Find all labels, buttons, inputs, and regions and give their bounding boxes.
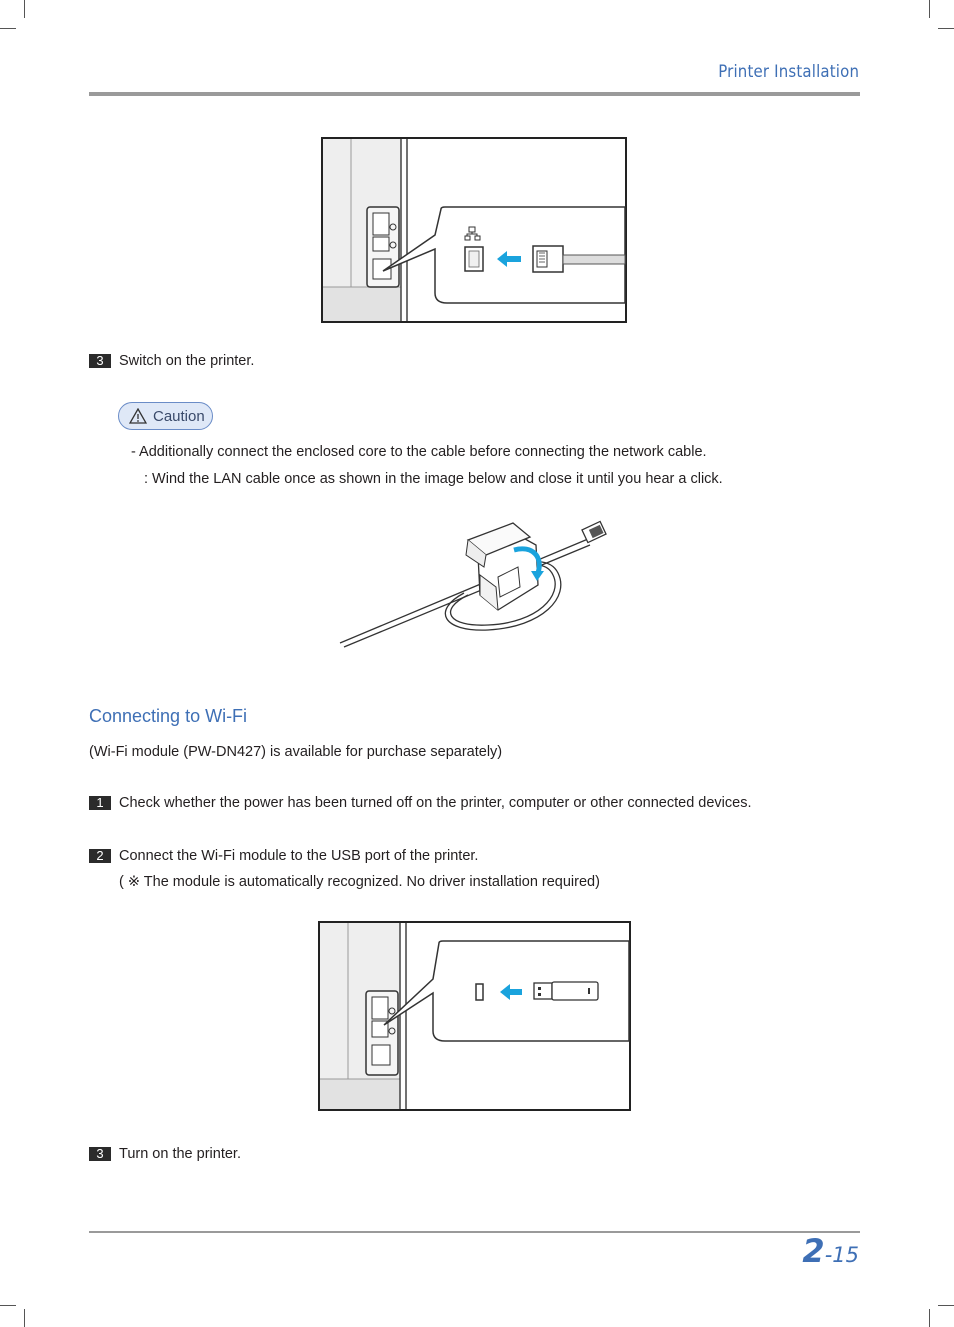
step-2-note: ( ※ The module is automatically recognized. No driver installation required)	[119, 874, 600, 890]
crop-mark	[0, 1305, 16, 1306]
header-rule	[89, 92, 860, 96]
caution-badge	[118, 402, 213, 430]
crop-mark	[929, 1309, 930, 1327]
page-chapter: 2	[802, 1232, 825, 1270]
step-text: Connect the Wi-Fi module to the USB port of the printer.	[119, 848, 479, 864]
step-number-badge: 1	[89, 796, 111, 810]
crop-mark	[0, 28, 16, 29]
crop-mark	[938, 1305, 954, 1306]
usb-port-illustration	[318, 921, 631, 1112]
step-turn-on	[89, 1146, 241, 1162]
crop-mark	[929, 0, 930, 18]
step-switch-on	[89, 353, 254, 369]
caution-line-2: : Wind the LAN cable once as shown in the image below and close it until you hear a click.	[144, 471, 723, 487]
crop-mark	[24, 0, 25, 18]
step-number-badge: 3	[89, 354, 111, 368]
step-check-power	[89, 795, 751, 811]
step-number-badge: 2	[89, 849, 111, 863]
step-number-badge: 3	[89, 1147, 111, 1161]
footer-rule	[89, 1231, 860, 1233]
warning-triangle-icon	[129, 408, 147, 424]
page-number	[802, 1232, 859, 1270]
step-text: Switch on the printer.	[119, 353, 255, 369]
wifi-availability-note: (Wi-Fi module (PW-DN427) is available for purchase separately)	[89, 744, 503, 760]
caution-label: Caution	[153, 407, 205, 425]
ferrite-core-illustration	[338, 515, 612, 650]
crop-mark	[24, 1309, 25, 1327]
section-title-wifi: Connecting to Wi-Fi	[89, 706, 248, 726]
crop-mark	[938, 28, 954, 29]
step-connect-wifi-module	[89, 848, 478, 864]
page-index: -15	[824, 1243, 859, 1267]
step-text: Check whether the power has been turned off on the printer, computer or other connected devices.	[119, 795, 752, 811]
caution-line-1: - Additionally connect the enclosed core to the cable before connecting the network cable.	[131, 444, 707, 460]
header-title: Printer Installation	[718, 62, 859, 82]
lan-port-illustration	[321, 137, 627, 324]
step-text: Turn on the printer.	[119, 1146, 241, 1162]
